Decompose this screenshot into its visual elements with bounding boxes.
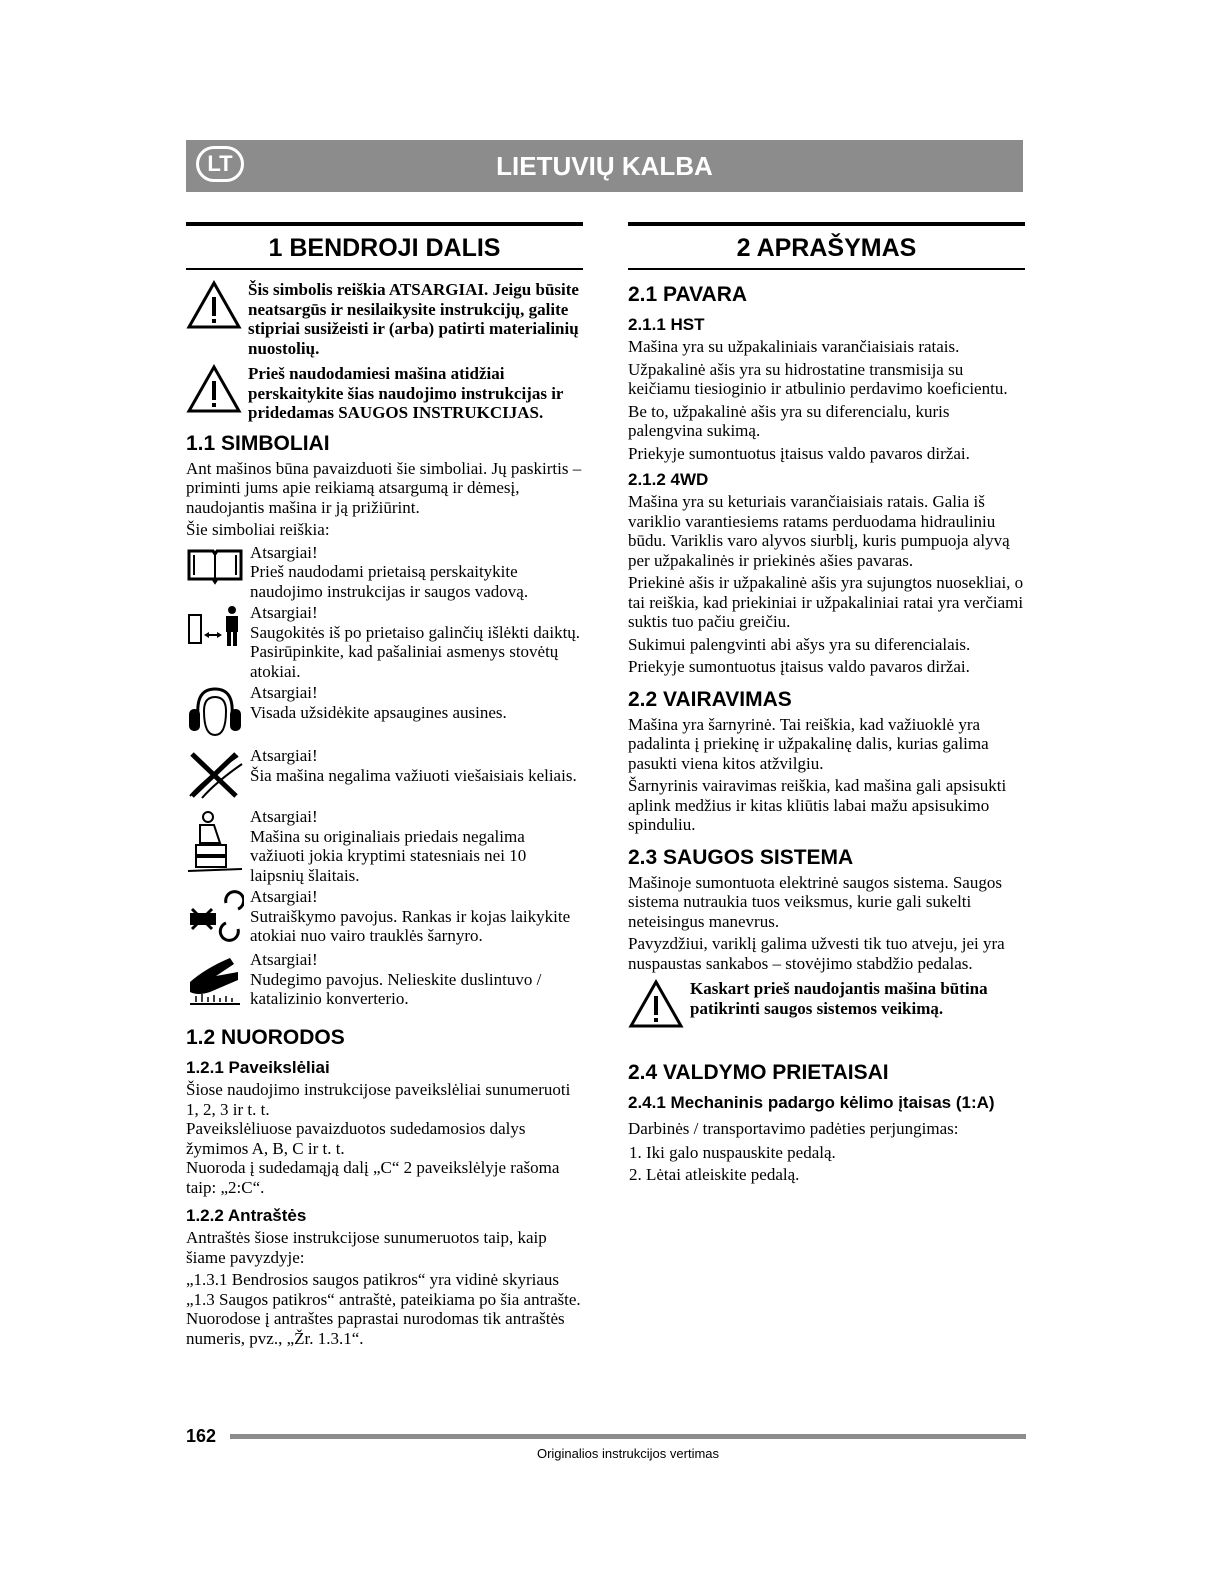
paragraph: Be to, užpakalinė ašis yra su diferencialu, kuris palengvina sukimą. [628, 401, 950, 440]
paragraph: Šarnyrinis vairavimas reiškia, kad mašina gali apsisukti aplink medžius ir kitas kliūtis labai mažu apsisukimo spinduliu. [628, 776, 1007, 834]
symbol-title: Atsargiai! [250, 887, 318, 906]
language-title: LIETUVIŲ KALBA [496, 151, 713, 181]
warning-triangle-icon [186, 364, 248, 419]
symbol-item [186, 683, 583, 744]
heading-1-2-1: 1.2.1 Paveikslėliai [186, 1058, 330, 1077]
steps-list [628, 1142, 1025, 1186]
list-item: 2. Lėtai atleiskite pedalą. [646, 1164, 1025, 1186]
chapter-2-title: 2 APRAŠYMAS [628, 222, 1025, 270]
symbol-text: Nudegimo pavojus. Nelieskite duslintuvo / katalizinio konverterio. [250, 969, 542, 1008]
page-number: 162 [186, 1426, 217, 1446]
paragraph: „1.3.1 Bendrosios saugos patikros“ yra vidinė skyriaus „1.3 Saugos patikros“ antraštė, pateikiama po šia antrašte. [186, 1270, 581, 1309]
symbol-item [186, 603, 583, 681]
symbol-item [186, 887, 583, 948]
symbol-text: Mašina su originaliais priedais negalima važiuoti jokia kryptimi statesniais nei 10 laipsnių šlaitais. [250, 826, 527, 885]
right-column [628, 222, 1025, 1186]
paragraph: Šiose naudojimo instrukcijose paveikslėliai sunumeruoti 1, 2, 3 ir t. t. [186, 1080, 571, 1119]
paragraph: Užpakalinė ašis yra su hidrostatine transmisija su keičiamu tiesioginio ir atbulinio perdavimo koeficientu. [628, 359, 1008, 398]
paragraph: Šie simboliai reiškia: [186, 520, 330, 539]
warning-text-2: Prieš naudodamiesi mašina atidžiai perskaitykite šias naudojimo instrukcijas ir pridedamas SAUGOS INSTRUKCIJAS. [248, 364, 564, 422]
footer-caption: Originalios instrukcijos vertimas [536, 1446, 720, 1461]
symbol-title: Atsargiai! [250, 807, 318, 826]
symbol-text: Saugokitės iš po prietaiso galinčių išlėkti daiktų. Pasirūpinkite, kad pašaliniai asmenys stovėtų atokiai. [250, 622, 581, 681]
heading-2-4: 2.4 VALDYMO PRIETAISAI [628, 1061, 889, 1084]
no-public-road-icon [186, 746, 250, 805]
paragraph: Nuoroda į sudedamąją dalį „C“ 2 paveikslėlyje rašoma taip: „2:C“. [186, 1158, 560, 1197]
paragraph: Pavyzdžiui, variklį galima užvesti tik tuo atveju, jei yra nuspaustas sankabos – stovėjimo stabdžio pedalas. [628, 934, 1005, 973]
symbol-item [186, 543, 583, 602]
heading-1-2-2: 1.2.2 Antraštės [186, 1206, 307, 1225]
warning-text-3: Kaskart prieš naudojantis mašina būtina patikrinti saugos sistemos veikimą. [690, 979, 988, 1018]
warning-text-1: Šis simbolis reiškia ATSARGIAI. Jeigu būsite neatsargūs ir nesilaikysite instrukcijų, galite stipriai susižeisti ir (arba) patirti materialinių nuostolių. [248, 280, 579, 358]
symbol-text: Visada užsidėkite apsaugines ausines. [250, 702, 507, 722]
symbol-title: Atsargiai! [250, 542, 318, 562]
paragraph: Mašina yra šarnyrinė. Tai reiškia, kad važiuoklė yra padalinta į priekinę ir užpakalinę dalis, kurias galima pasukti viena kitos atžvilgiu. [628, 714, 989, 773]
paragraph: Sukimui palengvinti abi ašys yra su diferencialais. [628, 634, 971, 654]
warning-triangle-icon [628, 979, 690, 1034]
symbol-text: Prieš naudodami prietaisą perskaitykite naudojimo instrukcijas ir saugos vadovą. [250, 562, 529, 601]
symbol-title: Atsargiai! [250, 683, 318, 702]
heading-1-1: 1.1 SIMBOLIAI [186, 431, 330, 455]
hot-surface-icon [186, 950, 250, 1013]
heading-2-1: 2.1 PAVARA [628, 283, 748, 306]
paragraph: Mašina yra su keturiais varančiaisiais ratais. Galia iš variklio varantiesiems ratams perduodama hidrauliniu būdu. Variklis varo alyvos siurblį, kuris pumpuoja alyvą per užpakalinės ir priekinės ašies pavaras. [628, 492, 1010, 570]
paragraph: Priekyje sumontuotus įtaisus valdo pavaros diržai. [628, 443, 970, 463]
symbol-title: Atsargiai! [250, 746, 318, 765]
paragraph: Priekyje sumontuotus įtaisus valdo pavaros diržai. [628, 657, 970, 676]
symbol-title: Atsargiai! [250, 603, 318, 622]
paragraph: Mašinoje sumontuota elektrinė saugos sistema. Saugos sistema nutraukia tuos veiksmus, kurie gali sukelti neteisingus manevrus. [628, 872, 1002, 931]
warning-block-3 [628, 979, 1025, 1034]
heading-2-3: 2.3 SAUGOS SISTEMA [628, 845, 854, 869]
thrown-objects-icon [186, 603, 250, 654]
ear-protection-icon [186, 683, 250, 744]
symbol-item [186, 950, 583, 1013]
warning-block-2 [186, 364, 583, 423]
heading-2-1-2: 2.1.2 4WD [628, 470, 709, 489]
language-code-badge: LT [196, 146, 244, 182]
symbol-item [186, 746, 583, 805]
chapter-1-title: 1 BENDROJI DALIS [186, 222, 583, 270]
paragraph: Antraštės šiose instrukcijose sunumeruotos taip, kaip šiame pavyzdyje: [186, 1228, 547, 1267]
paragraph: Mašina yra su užpakaliniais varančiaisiais ratais. [628, 337, 960, 356]
heading-2-4-1: 2.4.1 Mechaninis padargo kėlimo įtaisas (1:A) [628, 1093, 995, 1112]
paragraph: Ant mašinos būna pavaizduoti šie simboliai. Jų paskirtis – priminti jums apie reikiamą atsargumą ir dėmesį, naudojantis mašina ir ją prižiūrint. [186, 458, 582, 517]
left-column [186, 222, 583, 1351]
paragraph: Priekinė ašis ir užpakalinė ašis yra sujungtos nuosekliai, o tai reiškia, kad priekiniai ir užpakaliniai ratai yra verčiami suktis tuo pačiu greičiu. [628, 573, 1024, 631]
slope-icon [186, 807, 250, 880]
heading-2-1-1: 2.1.1 HST [628, 315, 705, 334]
manual-book-icon [186, 543, 250, 590]
paragraph: Paveikslėliuose pavaizduotos sudedamosios dalys žymimos A, B, C ir t. t. [186, 1119, 526, 1158]
list-item: 1. Iki galo nuspauskite pedalą. [646, 1142, 1025, 1164]
warning-triangle-icon [186, 280, 248, 335]
paragraph: Darbinės / transportavimo padėties perjungimas: [628, 1119, 959, 1138]
paragraph: Nuorodose į antraštes paprastai nurodomas tik antraštės numeris, pvz., „Žr. 1.3.1“. [186, 1309, 565, 1348]
symbol-text: Sutraiškymo pavojus. Rankas ir kojas laikykite atokiai nuo vairo trauklės šarnyro. [250, 906, 571, 945]
heading-2-2: 2.2 VAIRAVIMAS [628, 687, 792, 711]
symbol-item [186, 807, 583, 885]
symbol-title: Atsargiai! [250, 950, 318, 969]
footer-rule [230, 1434, 1026, 1439]
warning-block-1 [186, 280, 583, 358]
heading-1-2: 1.2 NUORODOS [186, 1026, 345, 1049]
symbol-text: Šia mašina negalima važiuoti viešaisiais keliais. [250, 765, 577, 785]
crush-hazard-icon [186, 887, 250, 948]
